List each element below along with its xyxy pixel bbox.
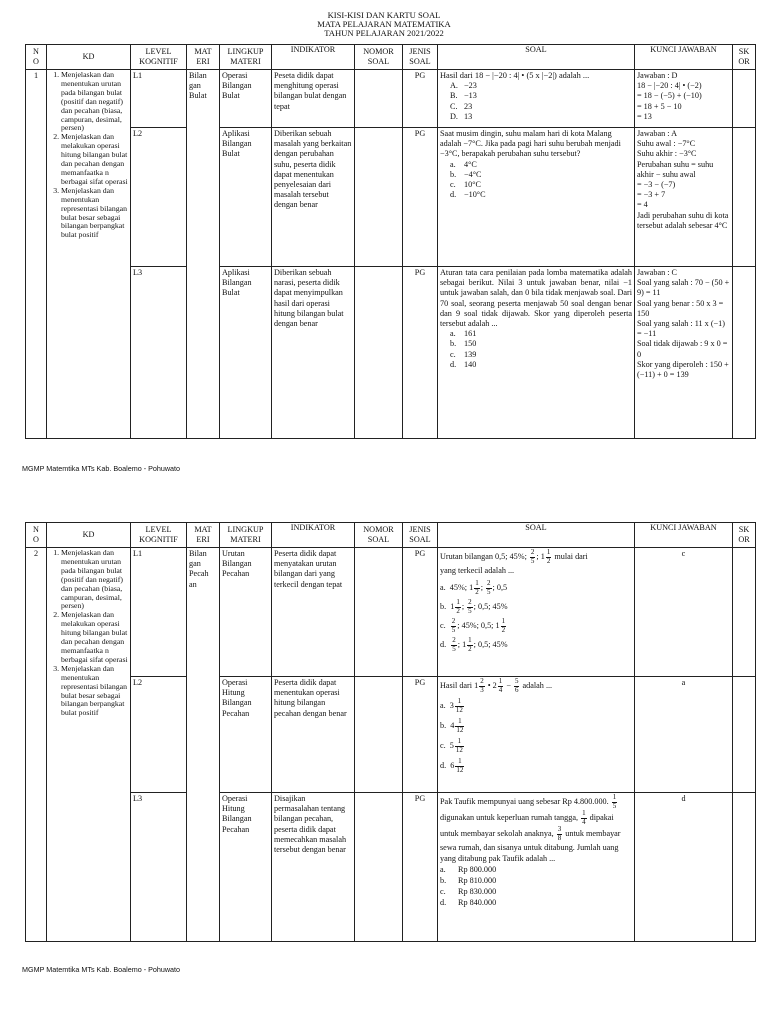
row-number: 2 (26, 548, 47, 942)
answer-option: c. 139 (450, 349, 477, 359)
lingkup-cell: Operasi Bilangan Bulat (220, 70, 272, 128)
soal-cell (438, 70, 635, 128)
kd-item: 1. Menjelaskan dan menentukan urutan pada bilangan bulat (positif dan negatif) dan pecahan (biasa, campuran, desimal, persen) (61, 549, 128, 611)
answer-option: c. 5 $\frac{1}{12}$ (440, 737, 463, 754)
kunci-line: Jadi perubahan suhu di kota tersebut adalah sebesar 4°C (637, 210, 729, 230)
answer-option: d. $\frac{2}{5}$ ; 1 $\frac{1}{2}$ ; 0,5; 45% (440, 636, 508, 653)
answer-option: a. 161 (450, 329, 477, 339)
indikator-cell: Peserta didik dapat menyatakan urutan bilangan dari yang terkecil dengan tepat (272, 548, 355, 677)
skor-cell (733, 70, 756, 128)
jenis-soal-cell: PG (403, 267, 438, 439)
kd-item: 3. Menjelaskan dan menentukan representasi bilangan bulat besar sebagai bilangan berpangkat bulat positif (61, 665, 128, 718)
skor-cell (733, 267, 756, 439)
lingkup-cell: Aplikasi Bilangan Bulat (220, 128, 272, 267)
answer-option: d. −10°C (450, 190, 486, 200)
indikator-cell: Diberikan sebuah masalah yang berkaitan dengan perubahan suhu, peserta didik dapat menentukan penyelesaian dari masalah tersebut dengan benar (272, 128, 355, 267)
page-header (0, 11, 768, 39)
kunci-cell: c (635, 548, 733, 677)
table-row (26, 677, 756, 793)
table-row (26, 70, 756, 128)
row-number: 1 (26, 70, 47, 439)
indikator-cell: Peserta didik dapat menentukan operasi hitung bilangan pecahan dengan benar (272, 677, 355, 793)
level-cell: L1 (131, 548, 187, 677)
level-cell: L3 (131, 267, 187, 439)
table-header-row (26, 45, 756, 70)
footer-text: MGMP Matemtika MTs Kab. Boalemo - Pohuwato (22, 965, 181, 974)
soal-cell (438, 267, 635, 439)
header-indikator: INDIKATOR (272, 523, 355, 548)
answer-option: d. Rp 840.000 (440, 898, 497, 907)
jenis-soal-cell: PG (403, 677, 438, 793)
answer-option: B. −13 (450, 91, 477, 101)
kunci-cell (635, 70, 733, 128)
document-year: TAHUN PELAJARAN 2021/2022 (324, 28, 444, 39)
kd-cell (47, 548, 131, 942)
nomor-soal-cell (355, 548, 403, 677)
kunci-line: Perubahan suhu = suhu akhir − suhu awal (637, 159, 714, 179)
kunci-line: = 18 + 5 − 10 (637, 101, 682, 111)
kunci-cell: a (635, 677, 733, 793)
jenis-soal-cell: PG (403, 793, 438, 942)
answer-option: a. Rp 800.000 (440, 865, 497, 874)
header-no: N O (26, 523, 47, 548)
soal-cell (438, 548, 635, 677)
kunci-line: Skor yang diperoleh : 150 + (−11) + 0 = 139 (637, 359, 729, 380)
soal-cell (438, 128, 635, 267)
question-text: Urutan bilangan 0,5; 45%; $\frac{2}{5}$ ; 1 $\frac{1}{2}$ mulai dari (440, 548, 588, 565)
header-kunci-jawaban: KUNCI JAWABAN (635, 45, 733, 70)
kunci-line: 18 − |−20 : 4| • (−2) (637, 81, 702, 91)
kunci-line: Soal yang salah : 70 − (50 + 9) = 11 (637, 278, 730, 298)
kunci-line: Soal yang salah : 11 x (−1) = −11 (637, 319, 725, 339)
nomor-soal-cell (355, 677, 403, 793)
skor-cell (733, 128, 756, 267)
question-text: Hasil dari 1 $\frac{2}{3}$ • 2 $\frac{1}{4}$ − $\frac{5}{6}$ adalah ... (440, 677, 553, 694)
lingkup-cell: Aplikasi Bilangan Bulat (220, 267, 272, 439)
level-cell: L2 (131, 128, 187, 267)
kunci-line: = −3 − (−7) (637, 180, 676, 190)
kunci-line: = 4 (637, 200, 648, 210)
header-soal: SOAL (438, 45, 635, 70)
header-jenis-soal: JENIS SOAL (403, 45, 438, 70)
header-materi: MAT ERI (187, 45, 220, 70)
nomor-soal-cell (355, 793, 403, 942)
answer-option: C. 23 (450, 101, 473, 111)
header-jenis-soal: JENIS SOAL (403, 523, 438, 548)
kunci-line: Suhu awal : −7°C (637, 139, 696, 149)
answer-option: b. 4 $\frac{1}{12}$ (440, 717, 464, 734)
answer-option: b. Rp 810.000 (440, 876, 497, 885)
soal-cell (438, 677, 635, 793)
nomor-soal-cell (355, 267, 403, 439)
table-row (26, 128, 756, 267)
header-materi: MAT ERI (187, 523, 220, 548)
answer-option: d. 140 (450, 359, 477, 369)
jenis-soal-cell: PG (403, 548, 438, 677)
table-row (26, 548, 756, 677)
answer-option: a. 3 $\frac{1}{12}$ (440, 697, 463, 714)
document-title: KISI-KISI DAN KARTU SOAL (327, 10, 441, 20)
question-text: Hasil dari 18 − |−20 : 4| • (5 x |−2|) adalah ... (440, 71, 590, 80)
indikator-cell: Disajikan permasalahan tentang bilangan pecahan, peserta didik dapat memecahkan masalah tersebut dengan benar (272, 793, 355, 942)
skor-cell (733, 548, 756, 677)
jenis-soal-cell: PG (403, 128, 438, 267)
materi-cell: Bilan gan Pecah an (187, 548, 220, 942)
kunci-cell (635, 267, 733, 439)
header-no: N O (26, 45, 47, 70)
level-cell: L3 (131, 793, 187, 942)
answer-option: c. Rp 830.000 (440, 887, 497, 896)
kd-item: 2. Menjelaskan dan melakukan operasi hitung bilangan bulat dan pecahan dengan memanfaatka n berbagai sifat operasi (61, 133, 128, 186)
header-soal: SOAL (438, 523, 635, 548)
kunci-line: Jawaban : D (637, 71, 678, 80)
header-kunci-jawaban: KUNCI JAWABAN (635, 523, 733, 548)
kunci-line: Soal yang benar : 50 x 3 = 150 (637, 298, 724, 318)
kd-item: 1. Menjelaskan dan menentukan urutan pada bilangan bulat (positif dan negatif) dan pecahan (biasa, campuran, desimal, persen) (61, 71, 128, 133)
table-row (26, 267, 756, 439)
answer-option: c. 10°C (450, 180, 481, 190)
kunci-line: = 13 (637, 111, 652, 121)
lingkup-cell: Operasi Hitung Bilangan Pecahan (220, 677, 272, 793)
kunci-line: = 18 − (−5) + (−10) (637, 91, 702, 101)
kunci-line: Soal tidak dijawab : 9 x 0 = 0 (637, 339, 728, 359)
header-skor: SK OR (733, 523, 756, 548)
kunci-line: Suhu akhir : −3°C (637, 149, 697, 159)
question-text-continued: yang terkecil adalah ... (440, 566, 515, 575)
question-text: Aturan tata cara penilaian pada lomba matematika adalah sebagai berikut. Nilai 3 untuk jawaban benar, nilai −1 untuk jawaban salah, dan 0 bila tidak menjawab soal. Dari 70 soal, seorang peserta menjawab 50 soal dengan benar dan 9 soal tidak dijawab. Skor yang diperoleh peserta tersebut adalah ... (440, 268, 632, 329)
header-nomor-soal: NOMOR SOAL (355, 523, 403, 548)
document-subject: MATA PELAJARAN MATEMATIKA (317, 19, 451, 30)
header-level: LEVEL KOGNITIF (131, 523, 187, 548)
header-kd: KD (47, 45, 131, 70)
answer-option: D. 13 (450, 111, 473, 121)
header-lingkup: LINGKUP MATERI (220, 45, 272, 70)
kunci-cell: d (635, 793, 733, 942)
nomor-soal-cell (355, 70, 403, 128)
skor-cell (733, 793, 756, 942)
question-text: Pak Taufik mempunyai uang sebesar Rp 4.800.000. $\frac{1}{5}$ digunakan untuk keperluan rumah tangga, $\frac{1}{4}$ dipakai untuk membayar sekolah anaknya, $\frac{3}{8}$ untuk membayar sewa rumah, dan sisanya untuk ditabung. Jumlah uang yang ditabung pak Taufik adalah ... (440, 793, 621, 863)
header-nomor-soal: NOMOR SOAL (355, 45, 403, 70)
kunci-line: Jawaban : A (637, 129, 678, 138)
header-lingkup: LINGKUP MATERI (220, 523, 272, 548)
materi-cell: Bilan gan Bulat (187, 70, 220, 439)
answer-option: A. −23 (450, 81, 477, 91)
nomor-soal-cell (355, 128, 403, 267)
answer-option: b. −4°C (450, 169, 482, 179)
table-header-row (26, 523, 756, 548)
answer-option: a. 4°C (450, 159, 477, 169)
kd-cell (47, 70, 131, 439)
kunci-cell (635, 128, 733, 267)
kisi-table-1 (25, 44, 756, 439)
answer-option: a. 45%; 1 $\frac{1}{2}$ ; $\frac{2}{5}$ ; 0,5 (440, 579, 508, 596)
answer-option: c. $\frac{2}{5}$ ; 45%; 0,5; 1 $\frac{1}{2}$ (440, 617, 506, 634)
answer-option: b. 150 (450, 339, 477, 349)
footer-text: MGMP Matemtika MTs Kab. Boalemo - Pohuwato (22, 464, 181, 473)
answer-option: b. 1 $\frac{1}{2}$ ; $\frac{2}{5}$ ; 0,5; 45% (440, 598, 508, 615)
kunci-line: = −3 + 7 (637, 190, 666, 200)
skor-cell (733, 677, 756, 793)
header-skor: SK OR (733, 45, 756, 70)
soal-cell (438, 793, 635, 942)
question-text: Saat musim dingin, suhu malam hari di kota Malang adalah −7°C. Jika pada pagi hari suhu berubah menjadi −3°C, berapakah perubahan suhu tersebut? (440, 129, 621, 159)
lingkup-cell: Operasi Hitung Bilangan Pecahan (220, 793, 272, 942)
indikator-cell: Peseta didik dapat menghitung operasi bilangan bulat dengan tepat (272, 70, 355, 128)
lingkup-cell: Urutan Bilangan Pecahan (220, 548, 272, 677)
indikator-cell: Diberikan sebuah narasi, peserta didik dapat menyimpulkan hasil dari operasi hitung bilangan bulat dengan benar (272, 267, 355, 439)
kd-item: 2. Menjelaskan dan melakukan operasi hitung bilangan bulat dan pecahan dengan memanfaatka n berbagai sifat operasi (61, 611, 128, 664)
table-row (26, 793, 756, 942)
level-cell: L1 (131, 70, 187, 128)
answer-option: d. 6 $\frac{1}{12}$ (440, 757, 464, 774)
header-kd: KD (47, 523, 131, 548)
header-level: LEVEL KOGNITIF (131, 45, 187, 70)
kd-item: 3. Menjelaskan dan menentukan representasi bilangan bulat besar sebagai bilangan berpangkat bulat positif (61, 187, 128, 240)
level-cell: L2 (131, 677, 187, 793)
kisi-table-2 (25, 522, 756, 942)
kunci-line: Jawaban : C (637, 268, 678, 277)
jenis-soal-cell: PG (403, 70, 438, 128)
header-indikator: INDIKATOR (272, 45, 355, 70)
